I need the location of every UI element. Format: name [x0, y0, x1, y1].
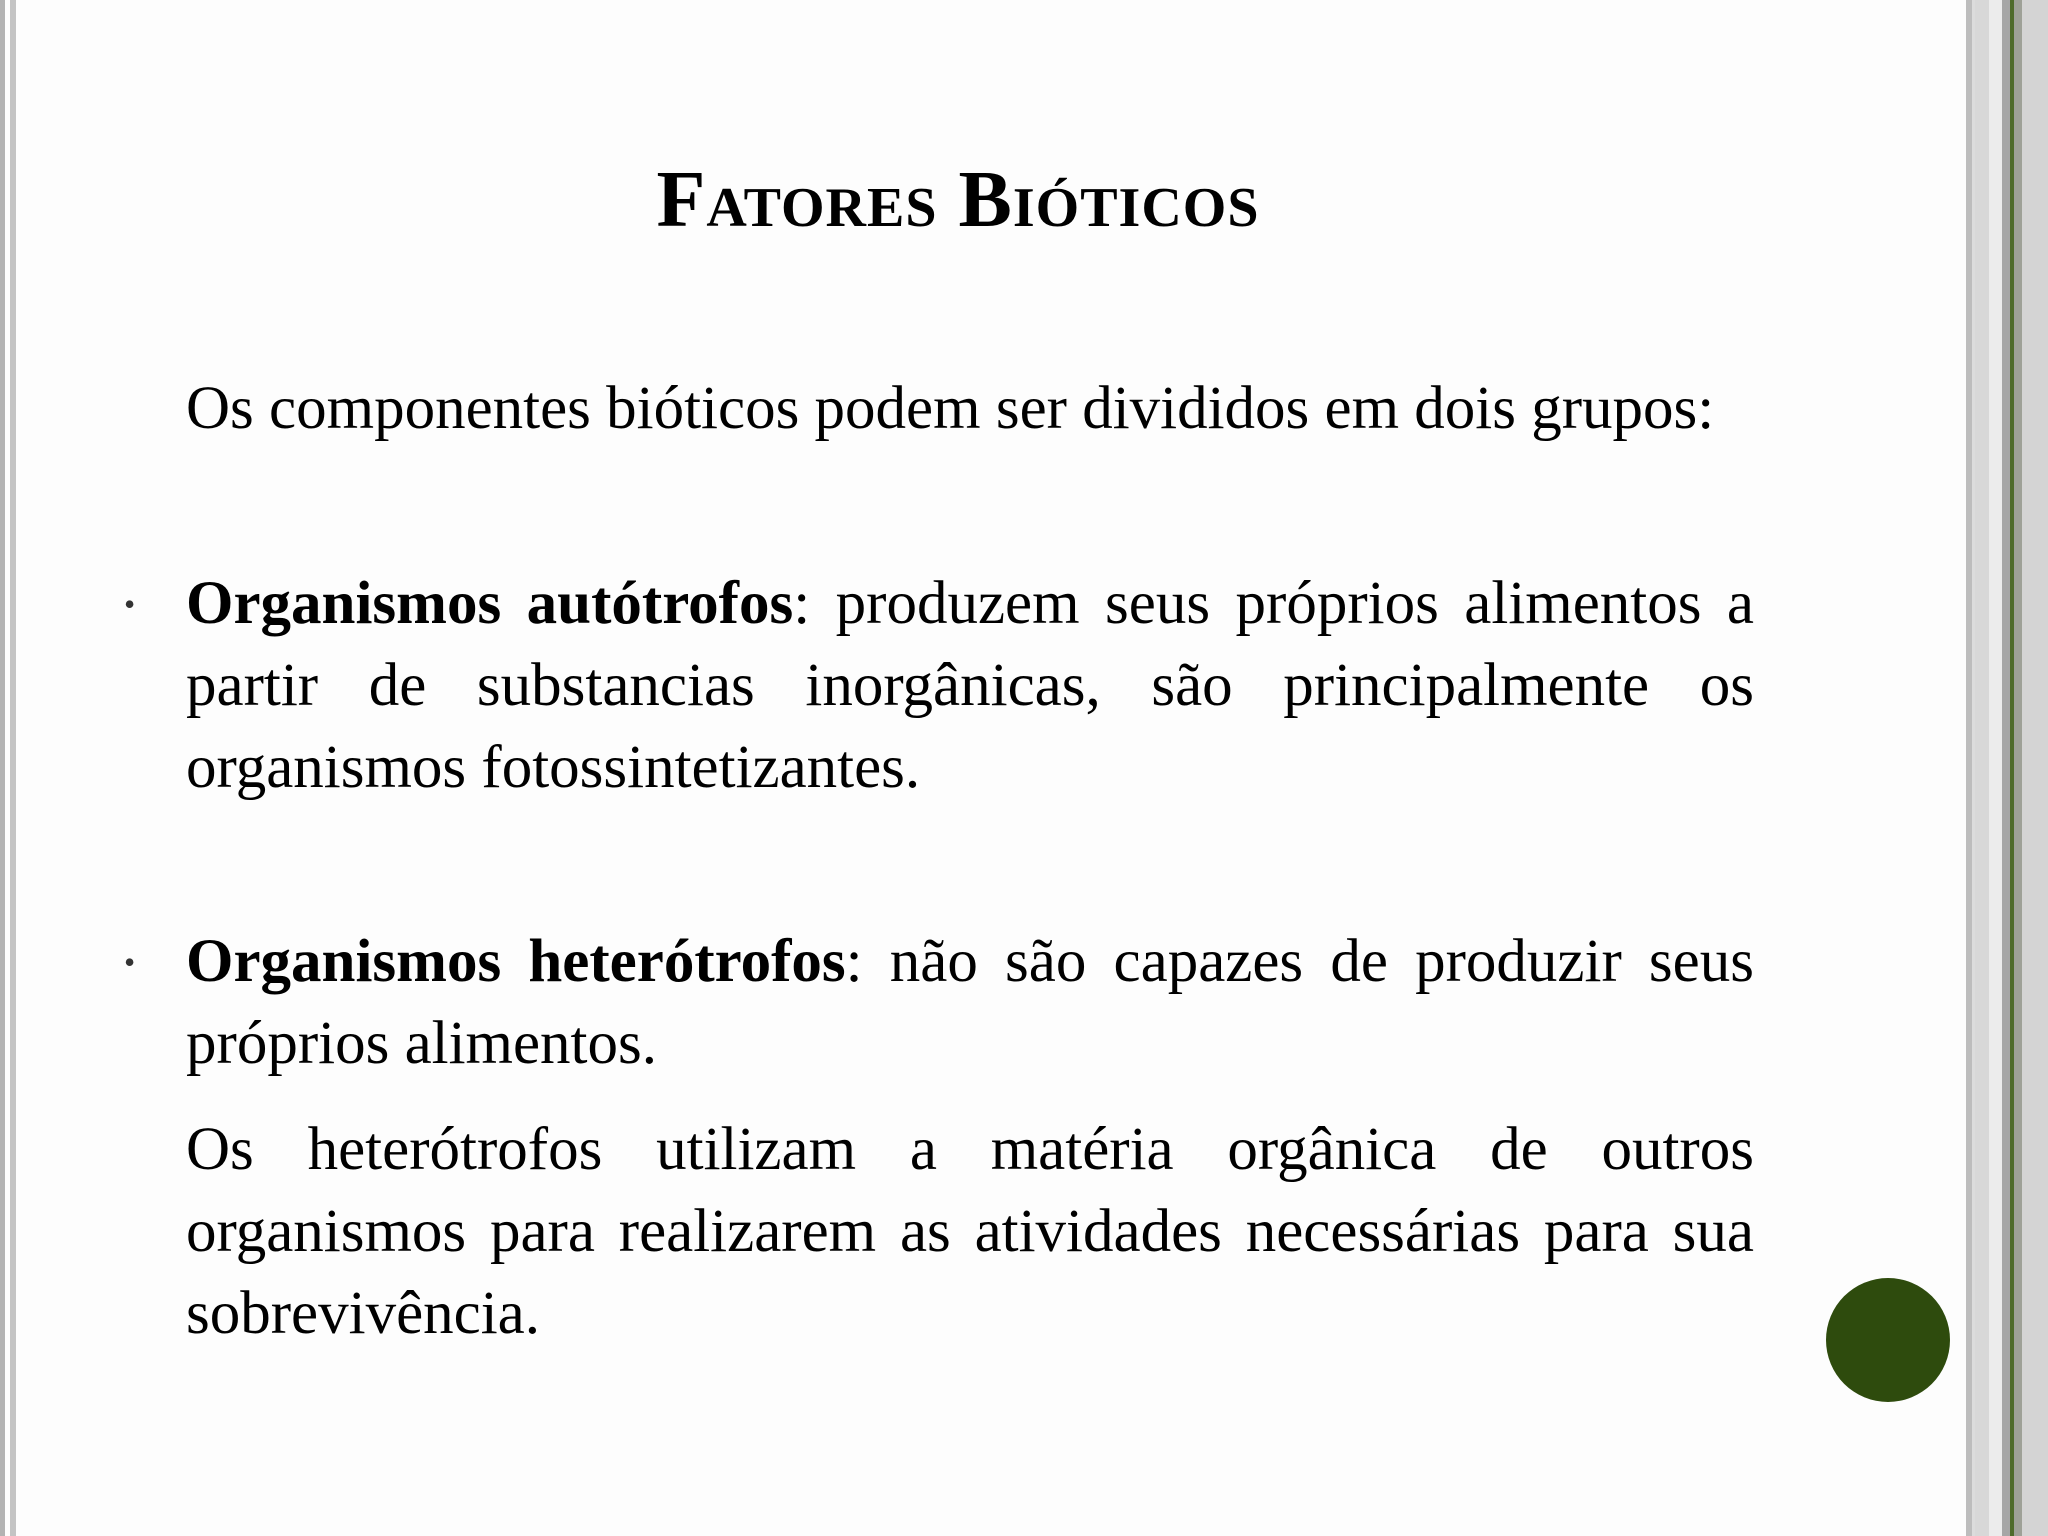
slide-body — [124, 368, 1755, 1355]
stripe — [1975, 0, 1989, 1536]
slide-title: Fatores Bióticos — [656, 156, 1260, 244]
green-circle-decoration-icon — [1826, 1278, 1950, 1402]
term-colon: : — [793, 570, 811, 637]
term-autotrofos: Organismos autótrofos — [186, 570, 794, 637]
intro-paragraph: Os componentes bióticos podem ser divididos em dois grupos: — [186, 375, 1715, 442]
bullet-icon: • — [124, 586, 136, 622]
bullet-icon: • — [124, 944, 136, 980]
right-border-stripes — [1966, 0, 2048, 1536]
stripe — [1989, 0, 2002, 1536]
bullet-item-heterotrofos — [124, 921, 1754, 1085]
definition-autotrofos: produzem seus próprios alimentos a partir de substancias inorgânicas, são principalmente os organismos fotossintetizantes. — [186, 570, 1755, 801]
bullet-text — [186, 921, 1754, 1085]
stripe — [2014, 0, 2022, 1536]
definition-heterotrofos: não são capazes de produzir seus próprios alimentos. — [186, 928, 1754, 1077]
term-heterotrofos: Organismos heterótrofos — [186, 928, 846, 995]
note-paragraph: Os heterótrofos utilizam a matéria orgânica de outros organismos para realizarem as atividades necessárias para sua sobrevivência. — [186, 1116, 1754, 1347]
bullet-item-autotrofos — [124, 563, 1755, 809]
bullet-text — [186, 563, 1754, 809]
stripe — [2002, 0, 2010, 1536]
stripe — [2022, 0, 2048, 1536]
term-colon: : — [845, 928, 863, 995]
